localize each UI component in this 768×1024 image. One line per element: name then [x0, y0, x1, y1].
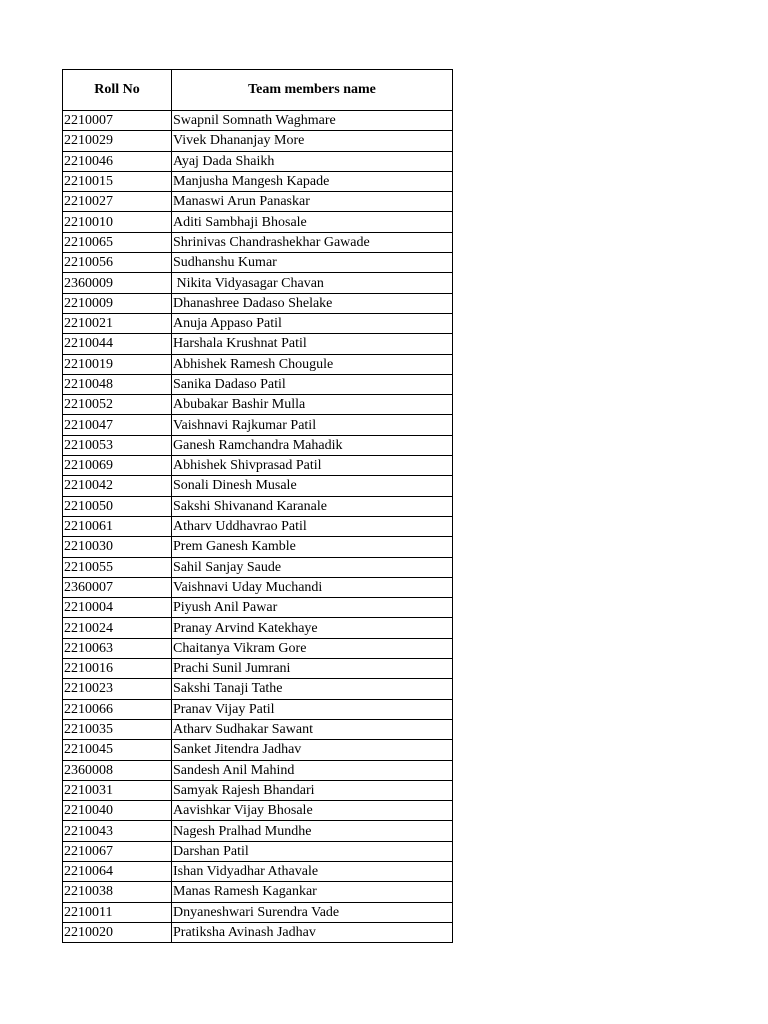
table-row [63, 638, 453, 658]
roll-no-cell: 2210009 [63, 293, 172, 313]
table-row [63, 882, 453, 902]
member-name-cell: Harshala Krushnat Patil [172, 334, 453, 354]
table-body [63, 111, 453, 943]
table-row [63, 111, 453, 131]
member-name-cell: Sanket Jitendra Jadhav [172, 740, 453, 760]
member-name-cell: Chaitanya Vikram Gore [172, 638, 453, 658]
member-name-cell: Sonali Dinesh Musale [172, 476, 453, 496]
member-name-cell: Prachi Sunil Jumrani [172, 659, 453, 679]
table-row [63, 476, 453, 496]
table-row [63, 740, 453, 760]
member-name-cell: Abubakar Bashir Mulla [172, 395, 453, 415]
member-name-cell: Sudhanshu Kumar [172, 253, 453, 273]
roll-no-cell: 2210021 [63, 313, 172, 333]
roll-no-cell: 2210023 [63, 679, 172, 699]
member-name-cell: Vaishnavi Rajkumar Patil [172, 415, 453, 435]
roll-no-cell: 2210050 [63, 496, 172, 516]
roll-no-cell: 2210047 [63, 415, 172, 435]
member-name-cell: Aavishkar Vijay Bhosale [172, 801, 453, 821]
roll-no-cell: 2210027 [63, 192, 172, 212]
member-name-cell: Manas Ramesh Kagankar [172, 882, 453, 902]
member-name-cell: Prem Ganesh Kamble [172, 537, 453, 557]
roll-no-cell: 2210031 [63, 780, 172, 800]
table-row [63, 821, 453, 841]
member-name-cell: Nikita Vidyasagar Chavan [172, 273, 453, 293]
roll-no-cell: 2210029 [63, 131, 172, 151]
member-name-cell: Ganesh Ramchandra Mahadik [172, 435, 453, 455]
roll-no-cell: 2360007 [63, 577, 172, 597]
roll-no-cell: 2210010 [63, 212, 172, 232]
roll-no-cell: 2210038 [63, 882, 172, 902]
roll-no-cell: 2210056 [63, 253, 172, 273]
roll-no-cell: 2210044 [63, 334, 172, 354]
table-row [63, 192, 453, 212]
roll-no-cell: 2210016 [63, 659, 172, 679]
member-name-cell: Sakshi Tanaji Tathe [172, 679, 453, 699]
roll-no-cell: 2210040 [63, 801, 172, 821]
table-row [63, 253, 453, 273]
table-row [63, 902, 453, 922]
table-row [63, 232, 453, 252]
roll-no-cell: 2210042 [63, 476, 172, 496]
member-name-cell: Vivek Dhananjay More [172, 131, 453, 151]
member-name-cell: Abhishek Shivprasad Patil [172, 456, 453, 476]
table-row [63, 334, 453, 354]
table-row [63, 415, 453, 435]
team-members-name-header: Team members name [172, 70, 453, 111]
table-row [63, 719, 453, 739]
table-row [63, 618, 453, 638]
table-row [63, 537, 453, 557]
table-row [63, 313, 453, 333]
roll-no-cell: 2210030 [63, 537, 172, 557]
member-name-cell: Dhanashree Dadaso Shelake [172, 293, 453, 313]
table-row [63, 151, 453, 171]
member-name-cell: Ishan Vidyadhar Athavale [172, 861, 453, 881]
member-name-cell: Piyush Anil Pawar [172, 598, 453, 618]
member-name-cell: Sandesh Anil Mahind [172, 760, 453, 780]
roll-no-cell: 2210053 [63, 435, 172, 455]
member-name-cell: Dnyaneshwari Surendra Vade [172, 902, 453, 922]
member-name-cell: Aditi Sambhaji Bhosale [172, 212, 453, 232]
member-name-cell: Vaishnavi Uday Muchandi [172, 577, 453, 597]
member-name-cell: Pratiksha Avinash Jadhav [172, 922, 453, 942]
member-name-cell: Sahil Sanjay Saude [172, 557, 453, 577]
roll-no-header: Roll No [63, 70, 172, 111]
table-row [63, 598, 453, 618]
roll-no-cell: 2210048 [63, 374, 172, 394]
member-name-cell: Sanika Dadaso Patil [172, 374, 453, 394]
table-row [63, 496, 453, 516]
table-row [63, 780, 453, 800]
roll-no-cell: 2210052 [63, 395, 172, 415]
roll-no-cell: 2210069 [63, 456, 172, 476]
member-name-cell: Ayaj Dada Shaikh [172, 151, 453, 171]
table-row [63, 659, 453, 679]
roll-no-cell: 2210007 [63, 111, 172, 131]
member-name-cell: Pranay Arvind Katekhaye [172, 618, 453, 638]
table-row [63, 293, 453, 313]
table-row [63, 374, 453, 394]
table-row [63, 171, 453, 191]
roll-no-cell: 2360008 [63, 760, 172, 780]
member-name-cell: Pranav Vijay Patil [172, 699, 453, 719]
roll-no-cell: 2210020 [63, 922, 172, 942]
roll-no-cell: 2210035 [63, 719, 172, 739]
roll-no-cell: 2210064 [63, 861, 172, 881]
member-name-cell: Abhishek Ramesh Chougule [172, 354, 453, 374]
table-row [63, 679, 453, 699]
roll-no-cell: 2210019 [63, 354, 172, 374]
member-name-cell: Manjusha Mangesh Kapade [172, 171, 453, 191]
member-name-cell: Atharv Uddhavrao Patil [172, 516, 453, 536]
roll-no-cell: 2210015 [63, 171, 172, 191]
table-row [63, 395, 453, 415]
roll-no-cell: 2210061 [63, 516, 172, 536]
roll-no-cell: 2210063 [63, 638, 172, 658]
table-row [63, 841, 453, 861]
roll-no-cell: 2210004 [63, 598, 172, 618]
member-name-cell: Sakshi Shivanand Karanale [172, 496, 453, 516]
member-name-cell: Swapnil Somnath Waghmare [172, 111, 453, 131]
team-members-table [62, 69, 453, 943]
table-row [63, 212, 453, 232]
roll-no-cell: 2210011 [63, 902, 172, 922]
table-row [63, 131, 453, 151]
roll-no-cell: 2210043 [63, 821, 172, 841]
table-row [63, 922, 453, 942]
table-row [63, 557, 453, 577]
roll-no-cell: 2210067 [63, 841, 172, 861]
table-row [63, 273, 453, 293]
table-row [63, 801, 453, 821]
table-row [63, 456, 453, 476]
roll-no-cell: 2210055 [63, 557, 172, 577]
roll-no-cell: 2210065 [63, 232, 172, 252]
roll-no-cell: 2210045 [63, 740, 172, 760]
table-row [63, 354, 453, 374]
roll-no-cell: 2210066 [63, 699, 172, 719]
table-row [63, 699, 453, 719]
member-name-cell: Manaswi Arun Panaskar [172, 192, 453, 212]
table-row [63, 861, 453, 881]
member-name-cell: Atharv Sudhakar Sawant [172, 719, 453, 739]
member-name-cell: Shrinivas Chandrashekhar Gawade [172, 232, 453, 252]
member-name-cell: Samyak Rajesh Bhandari [172, 780, 453, 800]
table-header-row [63, 70, 453, 111]
member-name-cell: Nagesh Pralhad Mundhe [172, 821, 453, 841]
table-row [63, 435, 453, 455]
member-name-cell: Darshan Patil [172, 841, 453, 861]
roll-no-cell: 2210046 [63, 151, 172, 171]
table-row [63, 760, 453, 780]
member-name-cell: Anuja Appaso Patil [172, 313, 453, 333]
roll-no-cell: 2210024 [63, 618, 172, 638]
roll-no-cell: 2360009 [63, 273, 172, 293]
table-row [63, 577, 453, 597]
table-row [63, 516, 453, 536]
